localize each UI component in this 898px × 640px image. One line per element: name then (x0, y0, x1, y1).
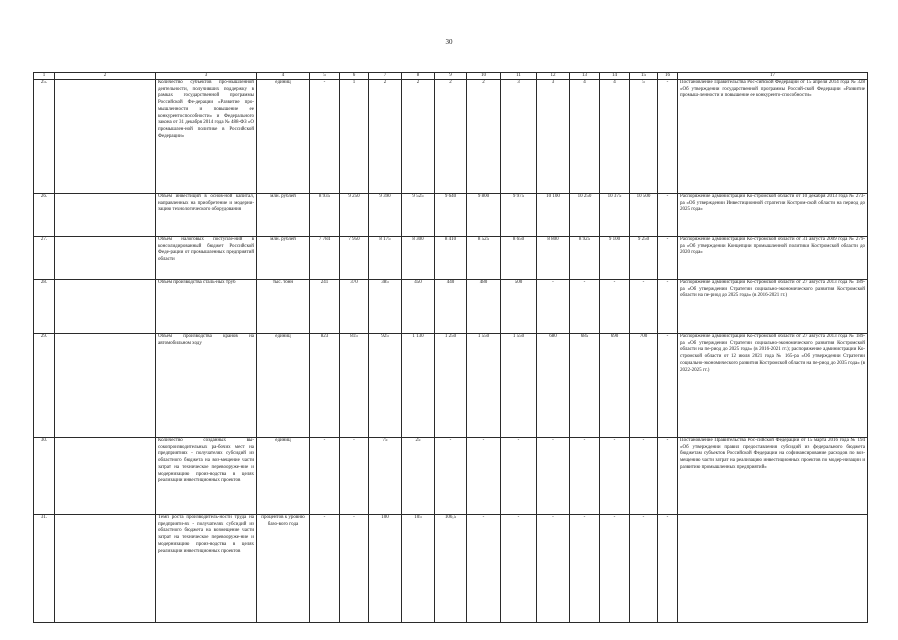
year-value: 75 (369, 438, 402, 515)
year-value: 700 (630, 334, 658, 438)
column-number: 11 (501, 73, 537, 80)
year-value: 480 (467, 280, 501, 334)
column-number: 10 (467, 73, 501, 80)
year-value: - (630, 515, 658, 623)
indicator-name: Объем производства сталь-ных труб (156, 280, 257, 334)
column-number: 8 (402, 73, 435, 80)
indicator-name: Количество субъектов про-мышленной деятельности, получивших поддержку в рамках государственной программы Российской Фе-дерации «Развитие про-мышленности и повышение ее конкурентоспособности» и Федерального закона от 31 декабря 2014 года № 488-ФЗ «О промышлен-ной политике в Российской Федерации» (156, 80, 257, 194)
year-value: - (435, 438, 467, 515)
year-value: 8 525 (467, 237, 501, 280)
year-value: 10 375 (600, 194, 630, 237)
legal-basis: Распоряжение администрации Ко-стромской области от 31 августа 2009 года № 279-ра «Об утверждении Концепции промышленной политики Костромской области до 2020 года» (678, 237, 868, 280)
year-value: 8 300 (402, 237, 435, 280)
column-number: 16 (658, 73, 678, 80)
year-value: 10 100 (537, 194, 570, 237)
year-value: 925 (369, 334, 402, 438)
year-value: - (310, 438, 340, 515)
year-value: 1 130 (402, 334, 435, 438)
year-value: 440 (435, 280, 467, 334)
year-value: - (537, 438, 570, 515)
year-value: 5 (630, 80, 658, 194)
table-row (34, 80, 868, 194)
year-value: 385 (369, 280, 402, 334)
year-value: 9 250 (630, 237, 658, 280)
year-value: 9 800 (467, 194, 501, 237)
year-value: - (537, 280, 570, 334)
year-value: 9 975 (501, 194, 537, 237)
table-row (34, 438, 868, 515)
year-value: - (630, 438, 658, 515)
year-value: 3 (501, 80, 537, 194)
year-value: 1 250 (435, 334, 467, 438)
year-value: 823 (310, 334, 340, 438)
year-value: 100 (369, 515, 402, 623)
year-value: 685 (570, 334, 600, 438)
indicator-name: Объем производства кранов на автомобильном ходу (156, 334, 257, 438)
year-value: 106,5 (435, 515, 467, 623)
page-number: 30 (445, 38, 453, 46)
year-value: - (340, 515, 369, 623)
year-value: 450 (402, 280, 435, 334)
year-value: - (467, 438, 501, 515)
year-value: - (658, 80, 678, 194)
year-value: 2 (467, 80, 501, 194)
unit-of-measure: млн. рублей (257, 237, 310, 280)
year-value: - (658, 438, 678, 515)
year-value: 9 640 (435, 194, 467, 237)
year-value: 25 (402, 438, 435, 515)
year-value: 7 784 (310, 237, 340, 280)
column-number: 3 (156, 73, 257, 80)
column-number: 4 (257, 73, 310, 80)
legal-basis: Распоряжение администрации Ко-стромской области от 10 декабря 2013 года № 273-ра «Об утверждении Инвестиционной стратегии Костром-ской области на период до 2025 года» (678, 194, 868, 237)
year-value: - (340, 438, 369, 515)
indicator-name: Темп роста производитель-ности труда на предприяти-ях - получателях субсидий из областного бюджета на возмещение части затрат на техническое перевооруже-ние и модернизацию произ-водства в целях реализации инвестиционных проектов (156, 515, 257, 623)
table-row (34, 334, 868, 438)
year-value: 370 (340, 280, 369, 334)
year-value: 1 550 (467, 334, 501, 438)
year-value: - (501, 438, 537, 515)
year-value: 8 925 (570, 237, 600, 280)
column-number: 17 (678, 73, 868, 80)
unit-of-measure: единиц (257, 438, 310, 515)
row-number: 25. (34, 80, 55, 194)
column-number: 2 (55, 73, 156, 80)
row-number: 30. (34, 438, 55, 515)
year-value: 815 (340, 334, 369, 438)
year-value: - (600, 515, 630, 623)
empty-cell (55, 334, 156, 438)
indicator-name: Объем налоговых поступле-ний в консолидированный бюджет Российской Феде-рации от промышленных предприятий области (156, 237, 257, 280)
column-number: 13 (570, 73, 600, 80)
year-value: - (570, 515, 600, 623)
year-value: 8 935 (310, 194, 340, 237)
year-value: - (310, 80, 340, 194)
year-value: 3 (537, 80, 570, 194)
legal-basis: Распоряжение администрации Ко-стромской области от 27 августа 2013 года № 189-ра «Об утверждении Стратегии социально-экономического развития Костромской области на пе-риод до 2025 года» (в 2016-2021 гг.); распоряжение администрации Ко-стромской области от 12 июля 2021 года № 165-ра «Об утверждении Стратегии социально-экономического развития Костромской области на пе-риод до 2035 года» (в 2022-2025 гг.) (678, 334, 868, 438)
year-value: 241 (310, 280, 340, 334)
legal-basis (678, 515, 868, 623)
empty-cell (55, 280, 156, 334)
year-value: 105 (402, 515, 435, 623)
column-number: 9 (435, 73, 467, 80)
year-value: - (467, 515, 501, 623)
year-value: 2 (402, 80, 435, 194)
table-row (34, 194, 868, 237)
year-value: - (600, 438, 630, 515)
year-value: 7 950 (340, 237, 369, 280)
table-row (34, 515, 868, 623)
row-number: 28. (34, 280, 55, 334)
row-number: 26. (34, 194, 55, 237)
year-value: 2 (369, 80, 402, 194)
table-row (34, 237, 868, 280)
column-number-row (34, 73, 868, 80)
legal-basis: Постановление Правительства Рос-сийской Федерации от 15 марта 2016 года № 194 «Об утверждении правил предоставления субсидий из федерального бюджета бюджетам субъектов Российской Федерации на софинансирование расходов по воз-мещению части затрат на реализацию инвестиционных проектов по модер-низации и развитию промышленных предприятий» (678, 438, 868, 515)
year-value: 500 (501, 280, 537, 334)
year-value: - (310, 515, 340, 623)
empty-cell (55, 438, 156, 515)
column-number: 1 (34, 73, 55, 80)
indicators-table (33, 72, 868, 623)
year-value: - (658, 194, 678, 237)
year-value: 8 410 (435, 237, 467, 280)
empty-cell (55, 237, 156, 280)
year-value: - (658, 280, 678, 334)
year-value: 4 (570, 80, 600, 194)
year-value: 8 650 (501, 237, 537, 280)
year-value: 1 (340, 80, 369, 194)
year-value: 690 (600, 334, 630, 438)
row-number: 31. (34, 515, 55, 623)
table-row (34, 280, 868, 334)
year-value: - (501, 515, 537, 623)
year-value: - (658, 334, 678, 438)
year-value: 680 (537, 334, 570, 438)
year-value: - (658, 237, 678, 280)
legal-basis: Распоряжение администрации Ко-стромской области от 27 августа 2013 года № 189-ра «Об утверждении Стратегии социально-экономического развития Костромской области на пе-риод до 2025 года» (в 2016-2021 гг.) (678, 280, 868, 334)
year-value: 2 (435, 80, 467, 194)
row-number: 27. (34, 237, 55, 280)
unit-of-measure: млн. рублей (257, 194, 310, 237)
year-value: - (537, 515, 570, 623)
legal-basis: Постановление Правительства Рос-сийской Федерации от 15 апреля 2014 года № 328 «Об утверждении государственной программы Россий-ской Федерации «Развитие промыш-ленности и повышение ее конкуренто-способности» (678, 80, 868, 194)
indicator-name: Объем инвестиций в основ-ной капитал, направленных на приобретение и модерни-зацию технологического оборудования (156, 194, 257, 237)
year-value: 9 100 (600, 237, 630, 280)
empty-cell (55, 194, 156, 237)
year-value: 8 175 (369, 237, 402, 280)
unit-of-measure: тыс. тонн (257, 280, 310, 334)
year-value: - (600, 280, 630, 334)
row-number: 29. (34, 334, 55, 438)
unit-of-measure: процентов к уровню базо-вого года (257, 515, 310, 623)
year-value: - (570, 438, 600, 515)
year-value: - (570, 280, 600, 334)
year-value: 10 250 (570, 194, 600, 237)
unit-of-measure: единиц (257, 334, 310, 438)
unit-of-measure: единиц (257, 80, 310, 194)
year-value: - (658, 515, 678, 623)
column-number: 5 (310, 73, 340, 80)
empty-cell (55, 515, 156, 623)
year-value: 9 250 (340, 194, 369, 237)
column-number: 15 (630, 73, 658, 80)
year-value: - (630, 280, 658, 334)
year-value: 8 800 (537, 237, 570, 280)
year-value: 9 390 (369, 194, 402, 237)
year-value: 9 525 (402, 194, 435, 237)
year-value: 10 500 (630, 194, 658, 237)
column-number: 7 (369, 73, 402, 80)
column-number: 6 (340, 73, 369, 80)
empty-cell (55, 80, 156, 194)
column-number: 14 (600, 73, 630, 80)
column-number: 12 (537, 73, 570, 80)
indicator-name: Количество созданных вы-сокопроизводительных ра-бочих мест на предприятиях - получателях субсидий из областного бюджета на воз-мещение части затрат на техническое перевооруже-ние и модернизацию произ-водства в целях реализации инвестиционных проектов (156, 438, 257, 515)
year-value: 4 (600, 80, 630, 194)
year-value: 1 550 (501, 334, 537, 438)
